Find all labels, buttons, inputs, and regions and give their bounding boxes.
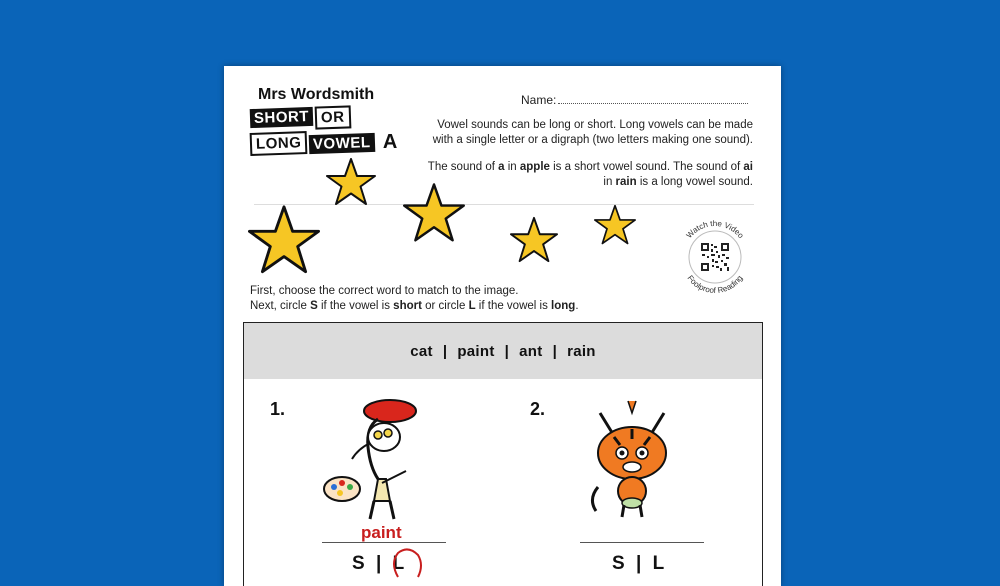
short-option[interactable]: S — [612, 553, 628, 574]
instruction-line-1: First, choose the correct word to match to the image. — [250, 285, 519, 297]
short-option[interactable]: S — [352, 553, 368, 574]
star-icon — [510, 216, 558, 264]
word-bank-word: cat — [410, 342, 433, 360]
item-number: 1. — [270, 399, 286, 419]
word-bank-word: ant — [519, 342, 543, 360]
name-write-line[interactable] — [558, 94, 748, 104]
worksheet-title — [250, 106, 397, 157]
long-option[interactable]: L — [652, 553, 668, 574]
intro-paragraph-1: Vowel sounds can be long or short. Long vowels can be made with a single letter or a digraph (two letters making one sound). — [432, 119, 753, 146]
qr-top-text: Watch the Video — [684, 218, 746, 241]
exercise-frame — [243, 322, 763, 586]
instructions — [250, 284, 579, 314]
item-answer[interactable]: paint — [361, 523, 402, 542]
star-icon — [248, 204, 320, 276]
brand-name: Mrs Wordsmith — [258, 86, 375, 103]
answer-line[interactable] — [322, 542, 446, 543]
long-option[interactable]: L — [392, 553, 408, 574]
circle-mark-icon — [390, 547, 424, 583]
tiger-character-illustration — [580, 399, 684, 521]
qr-bottom-text: Foolproof Reading — [685, 273, 745, 296]
instruction-line-2: Next, circle S if the vowel is short or circle L if the vowel is long. — [250, 300, 579, 312]
word-bank — [244, 323, 762, 379]
star-icon — [594, 204, 636, 246]
painter-character-illustration — [318, 397, 428, 525]
qr-code-icon — [701, 243, 729, 271]
word-bank-separator: | — [504, 342, 510, 360]
title-word-short: SHORT — [250, 107, 314, 128]
star-icon — [403, 182, 465, 244]
answer-line[interactable] — [580, 542, 704, 543]
word-bank-separator: | — [442, 342, 448, 360]
title-word-long: LONG — [250, 131, 308, 156]
intro-paragraph-2: The sound of a in apple is a short vowel sound. The sound of ai in rain is a long vowel sound. — [427, 161, 753, 188]
worksheet — [224, 66, 781, 586]
choice-separator: | — [375, 553, 385, 574]
choice-separator: | — [635, 553, 645, 574]
word-bank-word: paint — [457, 342, 495, 360]
word-bank-separator: | — [552, 342, 558, 360]
name-field[interactable] — [521, 93, 748, 107]
title-word-vowel: VOWEL — [309, 133, 375, 154]
title-word-or: OR — [315, 105, 351, 129]
star-icon — [326, 157, 376, 207]
title-letter: A — [382, 131, 398, 153]
intro-text — [423, 118, 753, 202]
item-number: 2. — [530, 399, 546, 419]
word-bank-word: rain — [567, 342, 596, 360]
name-label: Name: — [521, 93, 557, 107]
short-long-choice — [612, 553, 667, 575]
qr-code-badge[interactable] — [674, 216, 756, 298]
